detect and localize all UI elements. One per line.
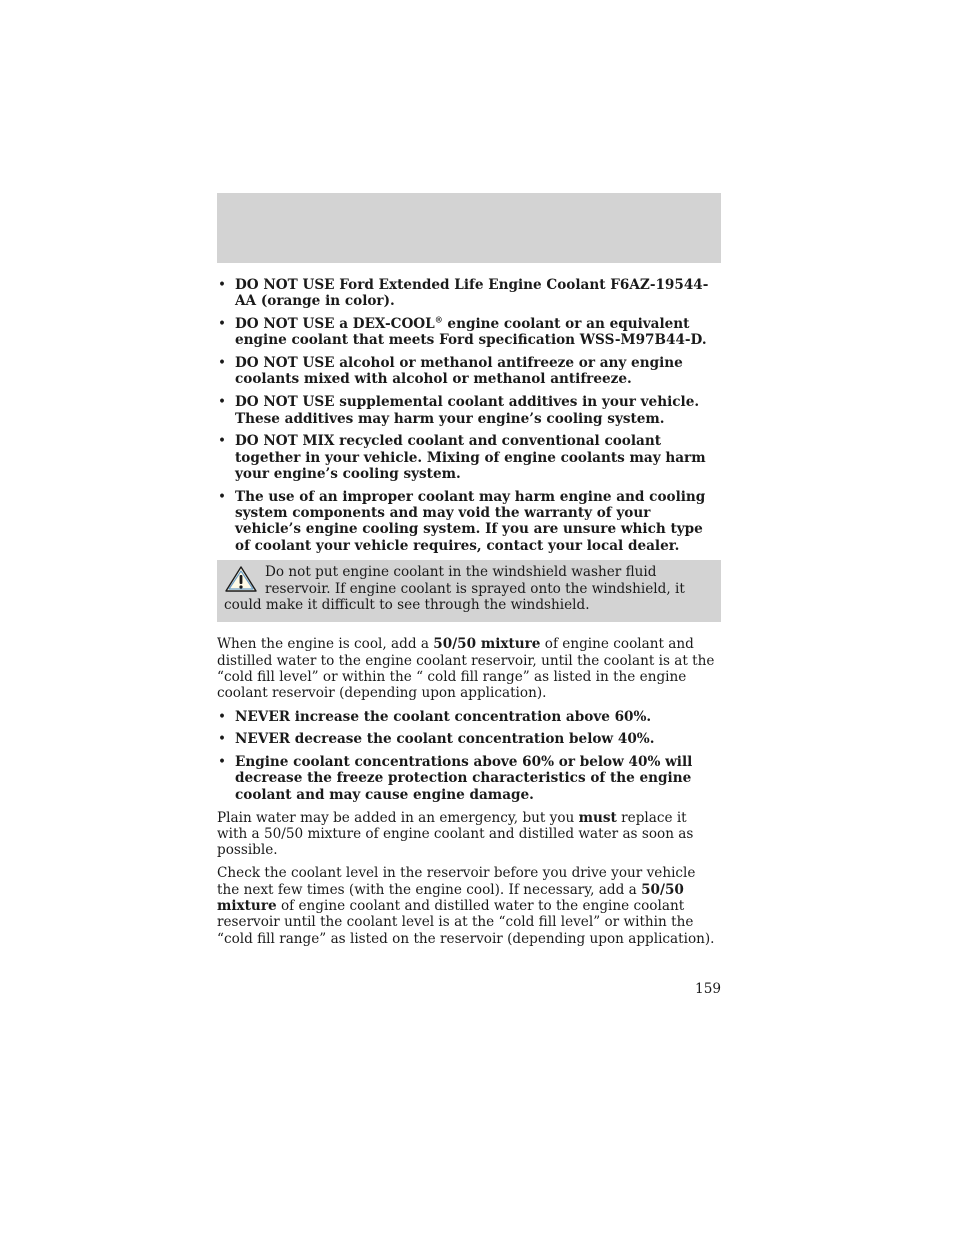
list-item: • DO NOT USE Ford Extended Life Engine Coolant F6AZ-19544-AA (orange in color). <box>217 277 721 310</box>
dexcool-prefix: DO NOT USE a DEX-COOL <box>235 316 435 333</box>
list-item: • The use of an improper coolant may harm engine and cooling system components and may void the warranty of your vehicle’s engine cooling system. If you are unsure which type of coolant your vehicle requires, contact your local dealer. <box>217 489 721 554</box>
dexcool-suffix: engine coolant or an equivalent engine coolant that meets Ford specification WSS-M97B44-D. <box>235 316 707 349</box>
paragraph-mixture <box>217 636 721 701</box>
para3-c: of engine coolant and distilled water to the engine coolant reservoir until the coolant level is at the “cold fill level” or within the “cold fill range” as listed on the reservoir (depending upon application). <box>217 898 715 947</box>
warning-triangle-icon <box>224 565 258 593</box>
para2-c: replace it with a 50/50 mixture of engine coolant and distilled water as soon as possible. <box>217 809 694 859</box>
list-item: • DO NOT USE supplemental coolant additives in your vehicle. These additives may harm your engine’s cooling system. <box>217 394 721 427</box>
coolant-restrictions-list <box>217 277 721 554</box>
paragraph-plain-water <box>217 810 721 859</box>
list-item: • NEVER increase the coolant concentration above 60%. <box>217 709 721 725</box>
list-item: • DO NOT MIX recycled coolant and conventional coolant together in your vehicle. Mixing of engine coolants may harm your engine’s cooling system. <box>217 433 721 482</box>
list-item <box>217 316 721 349</box>
list-item: • NEVER decrease the coolant concentration below 40%. <box>217 731 721 747</box>
para3-a: Check the coolant level in the reservoir before you drive your vehicle the next few times (with the engine cool). If necessary, add a <box>217 865 696 898</box>
concentration-list <box>217 709 721 803</box>
warning-box <box>217 560 721 622</box>
para1-b: 50/50 mixture <box>433 636 541 653</box>
list-item: • DO NOT USE alcohol or methanol antifreeze or any engine coolants mixed with alcohol or methanol antifreeze. <box>217 355 721 388</box>
para3-b: 50/50 mixture <box>217 881 684 914</box>
page-number: 159 <box>695 981 721 997</box>
list-item: • Engine coolant concentrations above 60% or below 40% will decrease the freeze protection characteristics of the engine coolant and may cause engine damage. <box>217 754 721 803</box>
para1-a: When the engine is cool, add a <box>217 636 434 653</box>
header-band <box>217 193 721 263</box>
page-content <box>217 277 721 954</box>
registered-mark: ® <box>434 314 443 325</box>
para2-b: must <box>578 809 617 826</box>
para2-a: Plain water may be added in an emergency, but you <box>217 809 579 826</box>
warning-text: Do not put engine coolant in the windshield washer fluid reservoir. If engine coolant is sprayed onto the windshield, it could make it difficult to see through the windshield. <box>224 564 685 614</box>
para1-c: of engine coolant and distilled water to the engine coolant reservoir, until the coolant is at the “cold fill level” or within the “ cold fill range” as listed in the engine coolant reservoir (depending upon application). <box>217 636 715 702</box>
paragraph-check-level <box>217 865 721 946</box>
